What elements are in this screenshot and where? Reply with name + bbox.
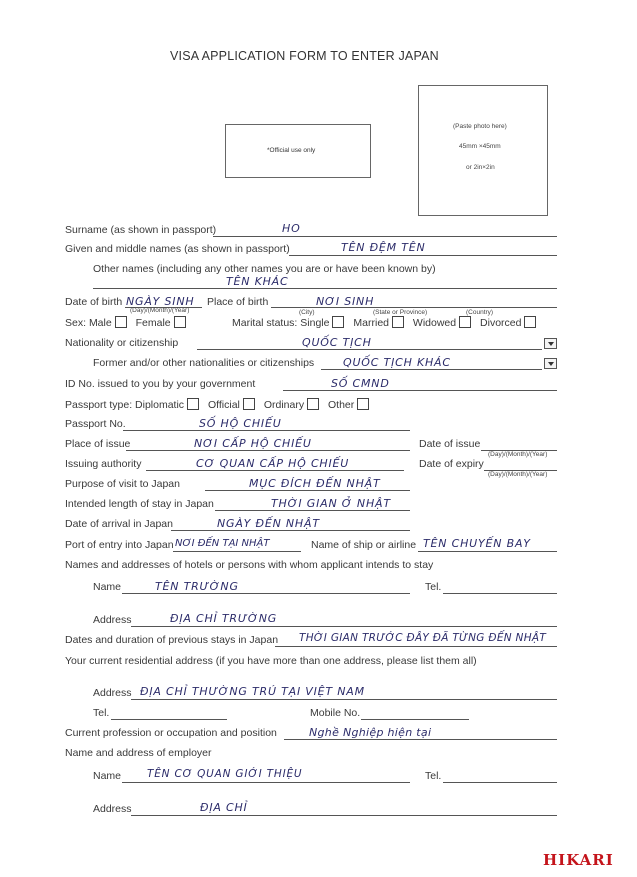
length-value[interactable]: THỜI GIAN Ở NHẬT: [271, 497, 391, 510]
id-no-value[interactable]: SỐ CMND: [331, 377, 390, 390]
employer-name-line: [122, 782, 410, 783]
date-expiry-hint: (Day)/(Month)/(Year): [488, 471, 548, 478]
marital-widowed-label: Widowed: [412, 317, 457, 329]
pob-line: [271, 307, 557, 308]
place-issue-line: [126, 450, 410, 451]
purpose-label: Purpose of visit to Japan: [65, 478, 180, 490]
authority-label: Issuing authority: [65, 458, 142, 470]
official-use-label: *Official use only: [267, 147, 316, 154]
former-nationality-dropdown-icon[interactable]: [544, 358, 557, 369]
nationality-line: [197, 349, 542, 350]
profession-label: Current profession or occupation and position: [65, 727, 277, 739]
form-title: VISA APPLICATION FORM TO ENTER JAPAN: [170, 49, 439, 63]
date-issue-hint: (Day)/(Month)/(Year): [488, 451, 548, 458]
nationality-dropdown-icon[interactable]: [544, 338, 557, 349]
dob-label: Date of birth: [65, 296, 123, 308]
passport-no-label: Passport No.: [65, 418, 126, 430]
length-line: [215, 510, 410, 511]
photo-size: 45mm ×45mm: [459, 143, 501, 150]
hotel-name-line: [122, 593, 410, 594]
passport-ordinary-label: Ordinary: [263, 399, 305, 411]
marital-row: [232, 316, 536, 329]
passport-diplomatic-label: Diplomatic: [135, 399, 185, 411]
authority-line: [146, 470, 404, 471]
marital-married-label: Married: [353, 317, 389, 329]
pob-city-hint: (City): [299, 309, 315, 316]
sex-female-checkbox[interactable]: [174, 316, 186, 328]
mobile-line: [361, 719, 469, 720]
sex-label: Sex:: [65, 317, 87, 329]
mobile-label: Mobile No.: [310, 707, 361, 719]
photo-box: [418, 85, 548, 216]
given-line: [289, 255, 557, 256]
dob-value[interactable]: NGÀY SINH: [126, 295, 195, 308]
authority-value[interactable]: CƠ QUAN CẤP HỘ CHIẾU: [196, 457, 350, 470]
surname-value[interactable]: HO: [282, 222, 301, 235]
pob-country-hint: (Country): [466, 309, 494, 316]
sex-male-checkbox[interactable]: [115, 316, 127, 328]
port-line: [173, 551, 301, 552]
marital-divorced-checkbox[interactable]: [524, 316, 536, 328]
nationality-label: Nationality or citizenship: [65, 337, 179, 349]
residence-tel-line: [111, 719, 227, 720]
purpose-value[interactable]: MỤC ĐÍCH ĐẾN NHẬT: [249, 477, 381, 490]
marital-single-label: Single: [300, 317, 330, 329]
passport-other-checkbox[interactable]: [357, 398, 369, 410]
employer-address-value[interactable]: ĐỊA CHỈ: [200, 801, 248, 814]
hotel-address-label: Address: [93, 614, 132, 626]
residence-address-line: [131, 699, 557, 700]
employer-label: Name and address of employer: [65, 747, 212, 759]
passport-ordinary-checkbox[interactable]: [307, 398, 319, 410]
pob-label: Place of birth: [207, 296, 269, 308]
surname-line: [213, 236, 557, 237]
former-nationality-label: Former and/or other nationalities or citizenships: [93, 357, 315, 369]
hotels-label: Names and addresses of hotels or persons with whom applicant intends to stay: [65, 559, 434, 571]
hotel-address-line: [131, 626, 557, 627]
profession-line: [284, 739, 557, 740]
employer-tel-line: [443, 782, 557, 783]
other-names-value[interactable]: TÊN KHÁC: [226, 275, 289, 288]
profession-value[interactable]: Nghề Nghiệp hiện tại: [309, 726, 432, 739]
former-nationality-line: [321, 369, 542, 370]
hotel-name-value[interactable]: TÊN TRƯỜNG: [155, 580, 239, 593]
date-expiry-label: Date of expiry: [419, 458, 484, 470]
other-names-label: Other names (including any other names you are or have been known by): [93, 263, 436, 275]
purpose-line: [205, 490, 410, 491]
previous-stays-label: Dates and duration of previous stays in Japan: [65, 634, 279, 646]
arrival-value[interactable]: NGÀY ĐẾN NHẬT: [217, 517, 320, 530]
previous-stays-value[interactable]: THỜI GIAN TRƯỚC ĐÂY ĐÃ TỪNG ĐẾN NHẬT: [299, 632, 547, 644]
id-no-line: [283, 390, 557, 391]
marital-married-checkbox[interactable]: [392, 316, 404, 328]
pob-value[interactable]: NƠI SINH: [316, 295, 375, 308]
given-value[interactable]: TÊN ĐỆM TÊN: [341, 241, 426, 254]
passport-type-row: [65, 398, 369, 411]
ship-value[interactable]: TÊN CHUYẾN BAY: [423, 537, 531, 550]
residence-address-value[interactable]: ĐỊA CHỈ THƯỜNG TRÚ TẠI VIỆT NAM: [140, 685, 365, 698]
photo-label: (Paste photo here): [453, 123, 507, 130]
port-label: Port of entry into Japan: [65, 539, 174, 551]
arrival-line: [171, 530, 410, 531]
sex-male-label: Male: [88, 317, 112, 329]
passport-other-label: Other: [328, 399, 355, 411]
employer-name-value[interactable]: TÊN CƠ QUAN GIỚI THIỆU: [147, 768, 303, 780]
nationality-value[interactable]: QUỐC TỊCH: [302, 336, 372, 349]
residence-address-label: Address: [93, 687, 132, 699]
residence-tel-label: Tel.: [93, 707, 110, 719]
marital-single-checkbox[interactable]: [332, 316, 344, 328]
other-names-line: [93, 288, 557, 289]
sex-female-label: Female: [135, 317, 171, 329]
employer-name-label: Name: [93, 770, 122, 782]
hotel-tel-line: [443, 593, 557, 594]
marital-divorced-label: Divorced: [480, 317, 522, 329]
given-label: Given and middle names (as shown in passport): [65, 243, 290, 255]
arrival-label: Date of arrival in Japan: [65, 518, 173, 530]
hotel-tel-label: Tel.: [425, 581, 442, 593]
pob-state-hint: (State or Province): [373, 309, 428, 316]
employer-address-line: [131, 815, 557, 816]
passport-no-line: [123, 430, 410, 431]
passport-official-label: Official: [207, 399, 240, 411]
surname-label: Surname (as shown in passport): [65, 224, 217, 236]
passport-no-value[interactable]: SỐ HỘ CHIẾU: [199, 417, 282, 430]
sex-row: [65, 316, 186, 329]
passport-type-label: Passport type:: [65, 399, 133, 411]
marital-label: Marital status:: [232, 317, 298, 329]
hotel-address-value[interactable]: ĐỊA CHỈ TRƯỜNG: [170, 612, 278, 625]
passport-official-checkbox[interactable]: [243, 398, 255, 410]
id-no-label: ID No. issued to you by your government: [65, 378, 256, 390]
residence-label: Your current residential address (if you have more than one address, please list them all): [65, 655, 477, 667]
dob-hint: (Day)/(Month)/(Year): [130, 307, 190, 314]
employer-tel-label: Tel.: [425, 770, 442, 782]
former-nationality-value[interactable]: QUỐC TỊCH KHÁC: [343, 356, 451, 369]
photo-size-in: or 2in×2in: [466, 164, 495, 171]
previous-stays-line: [275, 646, 557, 647]
ship-label: Name of ship or airline: [311, 539, 417, 551]
employer-address-label: Address: [93, 803, 132, 815]
ship-line: [418, 551, 557, 552]
hotel-name-label: Name: [93, 581, 122, 593]
place-issue-value[interactable]: NƠI CẤP HỘ CHIẾU: [194, 437, 312, 450]
place-issue-label: Place of issue: [65, 438, 131, 450]
passport-diplomatic-checkbox[interactable]: [187, 398, 199, 410]
watermark-logo: HIKARI: [543, 851, 614, 869]
marital-widowed-checkbox[interactable]: [459, 316, 471, 328]
length-label: Intended length of stay in Japan: [65, 498, 214, 510]
date-issue-label: Date of issue: [419, 438, 481, 450]
port-value[interactable]: NƠI ĐẾN TẠI NHẬT: [175, 538, 270, 549]
